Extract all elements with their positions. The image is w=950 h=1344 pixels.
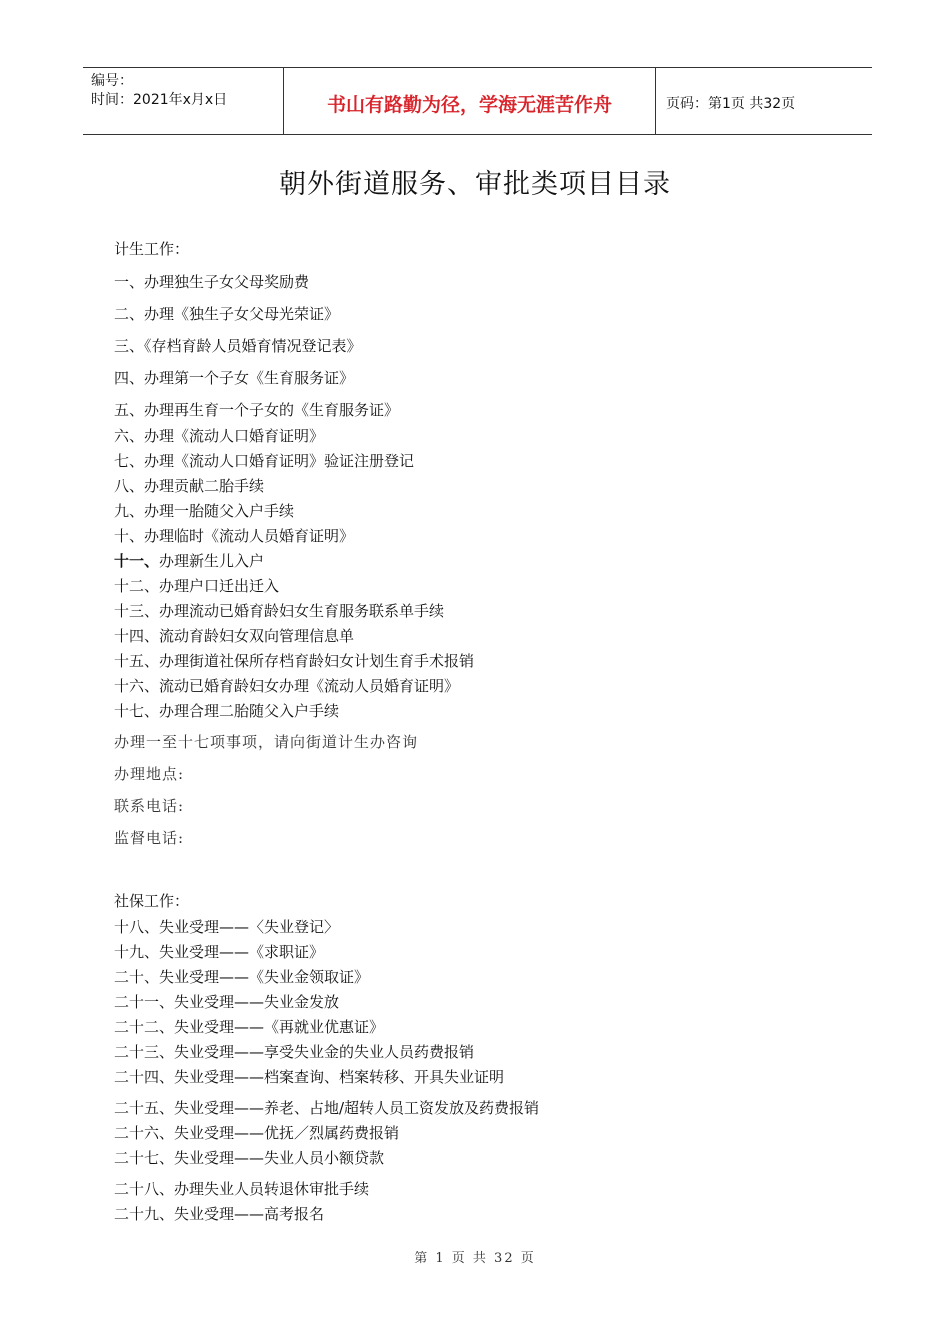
page-header: [83, 67, 872, 135]
list-item: 五、办理再生育一个子女的《生育服务证》: [114, 401, 400, 419]
list-item: [114, 550, 264, 571]
list-item: 十七、办理合理二胎随父入户手续: [114, 702, 340, 720]
list-item: 十四、流动育龄妇女双向管理信息单: [114, 627, 355, 645]
list-item: 二、办理《独生子女父母光荣证》: [114, 305, 340, 323]
list-item-number: 十一、: [114, 552, 160, 570]
header-page-info: 页码：第1页 共32页: [666, 96, 796, 112]
list-item: 十二、办理户口迁出迁入: [114, 577, 280, 595]
document-number: 编号：: [91, 73, 133, 89]
list-item: 十五、办理街道社保所存档育龄妇女计划生育手术报销: [114, 652, 475, 670]
section-heading-social-security: 社保工作：: [114, 892, 190, 910]
consult-note: 办理一至十七项事项，请向街道计生办咨询: [114, 733, 419, 751]
list-item: 二十六、失业受理——优抚／烈属药费报销: [114, 1124, 400, 1142]
list-item: 四、办理第一个子女《生育服务证》: [114, 369, 355, 387]
page-footer: 第 1 页 共 32 页: [414, 1251, 536, 1266]
list-item: 二十八、办理失业人员转退休审批手续: [114, 1180, 370, 1198]
list-item: 二十一、失业受理——失业金发放: [114, 993, 340, 1011]
document-title: 朝外街道服务、审批类项目目录: [279, 169, 671, 200]
list-item: 十、办理临时《流动人员婚育证明》: [114, 527, 355, 545]
section-heading-family-planning: 计生工作：: [114, 240, 190, 258]
list-item: 六、办理《流动人口婚育证明》: [114, 427, 325, 445]
list-item: 二十四、失业受理——档案查询、档案转移、开具失业证明: [114, 1068, 505, 1086]
phone-label: 联系电话:: [114, 797, 185, 815]
list-item: 二十、失业受理——《失业金领取证》: [114, 968, 370, 986]
header-meta: [83, 68, 284, 134]
list-item: 二十二、失业受理——《再就业优惠证》: [114, 1018, 385, 1036]
list-item: 十三、办理流动已婚育龄妇女生育服务联系单手续: [114, 602, 445, 620]
list-item: 二十五、失业受理——养老、占地/超转人员工资发放及药费报销: [114, 1099, 540, 1117]
list-item: 十九、失业受理——《求职证》: [114, 943, 325, 961]
list-item: 七、办理《流动人口婚育证明》验证注册登记: [114, 452, 415, 470]
list-item: 八、办理贡献二胎手续: [114, 477, 265, 495]
list-item: 二十九、失业受理——高考报名: [114, 1205, 325, 1223]
list-item: 一、办理独生子女父母奖励费: [114, 273, 310, 291]
list-item: 十六、流动已婚育龄妇女办理《流动人员婚育证明》: [114, 677, 460, 695]
document-date: 时间：2021年x月x日: [91, 92, 228, 108]
list-item: 二十三、失业受理——享受失业金的失业人员药费报销: [114, 1043, 475, 1061]
list-item: 十八、失业受理——〈失业登记〉: [114, 918, 340, 936]
list-item: 九、办理一胎随父入户手续: [114, 502, 295, 520]
address-label: 办理地点:: [114, 765, 185, 783]
list-item: 三、《存档育龄人员婚育情况登记表》: [114, 337, 362, 355]
list-item: 二十七、失业受理——失业人员小额贷款: [114, 1149, 385, 1167]
supervise-phone-label: 监督电话:: [114, 829, 185, 847]
header-motto: 书山有路勤为径，学海无涯苦作舟: [284, 68, 656, 134]
list-item-text: 办理新生儿入户: [159, 552, 265, 570]
